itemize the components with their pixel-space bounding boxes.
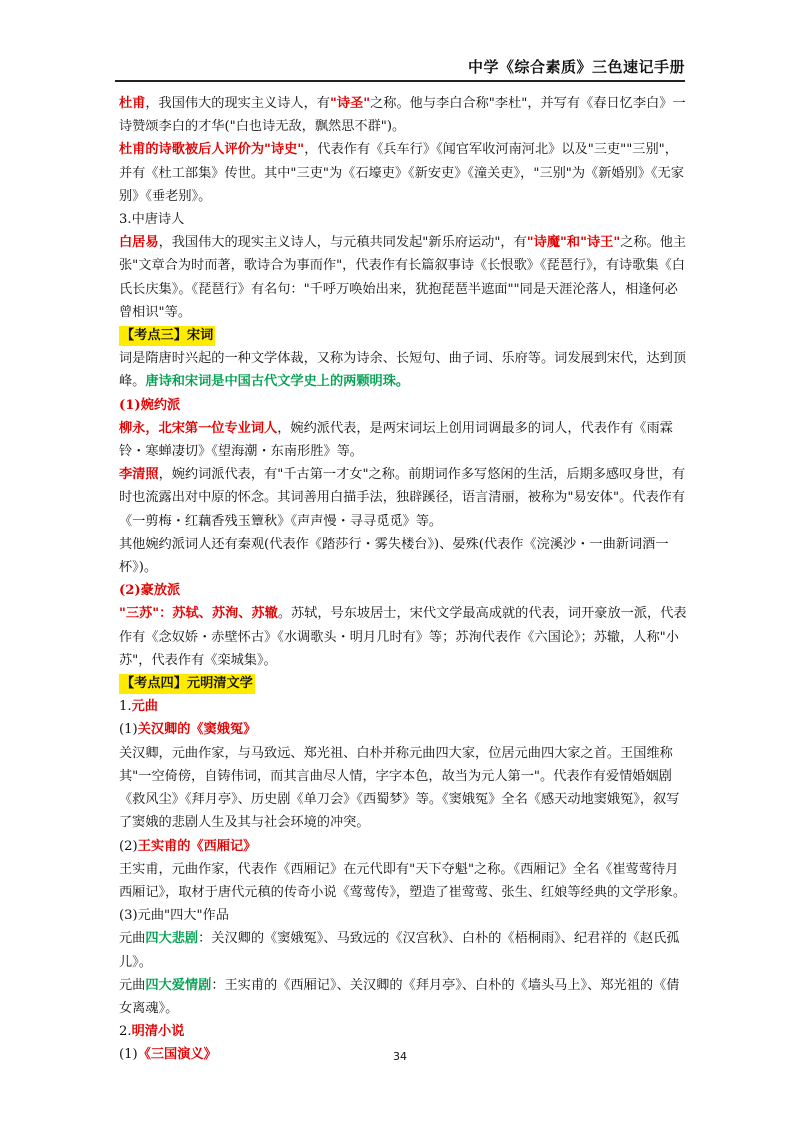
paragraph-other-wanyue: 其他婉约派词人还有秦观(代表作《踏莎行・雾失楼台》)、晏殊(代表作《浣溪沙・一曲新词酒一杯》)。 — [119, 536, 669, 576]
text: 词是隋唐时兴起的一种文学体裁，又称为诗余、长短句、曲子词、乐府等。词发展到宋代，达到顶峰。 — [119, 351, 687, 390]
emphasis-green: 四大悲剧 — [145, 931, 199, 947]
emphasis-shishi: 杜甫的诗歌被后人评价为"诗史" — [119, 142, 305, 158]
paragraph-guan-hanqing: 关汉卿，元曲作家，与马致远、郑光祖、白朴并称元曲四大家，位居元曲四大家之首。王国维称其"一空倚傍，自铸伟词，而其言曲尽人情，字字本色，故当为元人第一"。代表作有爱情婚姻剧《救风尘》《拜月亭》、历史剧《单刀会》《西蜀梦》等。《窦娥冤》全名《感天动地窦娥冤》，叙写了窦娥的悲剧人生及其与社会环境的冲突。 — [119, 745, 680, 831]
subheading-haofang: (2)豪放派 — [119, 583, 181, 599]
subheading-wang-shifu — [119, 835, 691, 858]
subheading-mingqing — [119, 1020, 691, 1043]
text: 1. — [119, 699, 132, 715]
document-body — [119, 92, 691, 1067]
paragraph-li-qingzhao — [119, 463, 691, 533]
paragraph-sida-aiqing — [119, 974, 691, 1020]
section-heading-songci — [119, 324, 691, 347]
emphasis-green: 唐诗和宋词是中国古代文学史上的两颗明珠。 — [145, 374, 410, 390]
text: (2) — [119, 838, 138, 854]
section-heading-yuanmingqing — [119, 672, 691, 695]
text: ：王实甫的《西厢记》、关汉卿的《拜月亭》、白朴的《墙头马上》、郑光祖的《倩女离魂》。 — [119, 977, 680, 1016]
text: ，代表作有《兵车行》《闻官军收河南河北》以及"三吏""三别"，并有《杜工部集》传世。其中"三吏"为《石壕吏》《新安吏》《潼关吏》，"三别"为《新婚别》《无家别》《垂老别》。 — [119, 142, 684, 204]
subheading-wanyue: (1)婉约派 — [119, 397, 181, 413]
text: 2. — [119, 1024, 132, 1040]
paragraph-du-fu-shishi — [119, 138, 691, 208]
name-li-qingzhao: 李清照 — [119, 467, 159, 483]
emphasis-red: 明清小说 — [131, 1024, 185, 1040]
name-du-fu: 杜甫 — [119, 96, 146, 111]
paragraph-wang-shifu: 王实甫，元曲作家，代表作《西厢记》在元代即有"天下夺魁"之称。《西厢记》全名《崔莺莺待月西厢记》，取材于唐代元稹的传奇小说《莺莺传》，塑造了崔莺莺、张生、红娘等经典的文学形象。 — [119, 861, 687, 900]
subheading-guan-hanqing — [119, 718, 691, 741]
text: ，我国伟大的现实主义诗人，有 — [145, 96, 330, 111]
text: 之称。他主张"文章合为时而著，歌诗合为事而作"，代表作有长篇叙事诗《长恨歌》《琵琶行》，有诗歌集《白氏长庆集》。《琵琶行》有名句："千呼万唤始出来，犹抱琵琶半遮面""同是天涯沦落人，相逢何必曾相识"等。 — [119, 235, 687, 320]
paragraph-du-fu — [119, 92, 691, 138]
emphasis-red: 《三国演义》 — [137, 1047, 217, 1063]
subheading-zhongtang: 3.中唐诗人 — [119, 212, 185, 228]
text: (1) — [119, 1047, 138, 1063]
paragraph-liu-yong — [119, 417, 691, 463]
emphasis-green: 四大爱情剧 — [145, 977, 212, 993]
subheading-yuanqu — [119, 695, 691, 718]
kaodian-badge: 【考点三】宋词 — [119, 326, 215, 346]
name-bai-juyi: 白居易 — [119, 235, 159, 251]
text: 元曲 — [119, 931, 146, 947]
header-title: 中学《综合素质》三色速记手册 — [467, 58, 685, 76]
text: ，婉约派代表，是两宋词坛上创用词调最多的词人，代表作有《雨霖铃・寒蝉凄切》《望海潮・东南形胜》等。 — [119, 420, 673, 460]
text: 元曲 — [119, 977, 146, 993]
text: 之称。他与李白合称"李杜"，并写有《春日忆李白》一诗赞颂李白的才华("白也诗无敌，飘然思不群")。 — [119, 96, 686, 135]
text: ，我国伟大的现实主义诗人，与元稹共同发起"新乐府运动"，有 — [158, 235, 527, 251]
name-liu-yong: 柳永，北宋第一位专业词人 — [119, 420, 278, 436]
emphasis-red: 王实甫的《西厢记》 — [137, 838, 257, 854]
paragraph-sida-beiju — [119, 927, 691, 973]
kaodian-badge: 【考点四】元明清文学 — [119, 674, 255, 694]
text: 。苏轼，号东坡居士，宋代文学最高成就的代表，词开豪放一派，代表作有《念奴娇・赤壁怀古》《水调歌头・明月几时有》等；苏洵代表作《六国论》；苏辙，人称"小苏"，代表作有《栾城集》。 — [119, 606, 687, 668]
text: ：关汉卿的《窦娥冤》、马致远的《汉宫秋》、白朴的《梧桐雨》、纪君祥的《赵氏孤儿》。 — [119, 931, 680, 970]
title-shimo-shiwang: "诗魔"和"诗王" — [526, 235, 621, 251]
page-header — [115, 50, 685, 82]
paragraph-san-su — [119, 602, 691, 672]
title-shisheng: "诗圣" — [330, 96, 371, 111]
emphasis-red: 元曲 — [131, 699, 158, 715]
name-san-su: "三苏"：苏轼、苏洵、苏辙 — [119, 606, 278, 622]
text: (1) — [119, 722, 138, 738]
emphasis-red: 关汉卿的《窦娥冤》 — [137, 722, 257, 738]
paragraph-bai-juyi — [119, 231, 691, 324]
page-number: 34 — [393, 1050, 407, 1063]
paragraph-ci-intro — [119, 347, 691, 393]
text: ，婉约词派代表，有"千古第一才女"之称。前期词作多写悠闲的生活，后期多感叹身世，有时也流露出对中原的怀念。其词善用白描手法，独辟蹊径，语言清丽，被称为"易安体"。代表作有《一剪梅・红藕香残玉簟秋》《声声慢・寻寻觅觅》等。 — [119, 467, 686, 529]
subheading-sida: (3)元曲"四大"作品 — [119, 908, 229, 924]
